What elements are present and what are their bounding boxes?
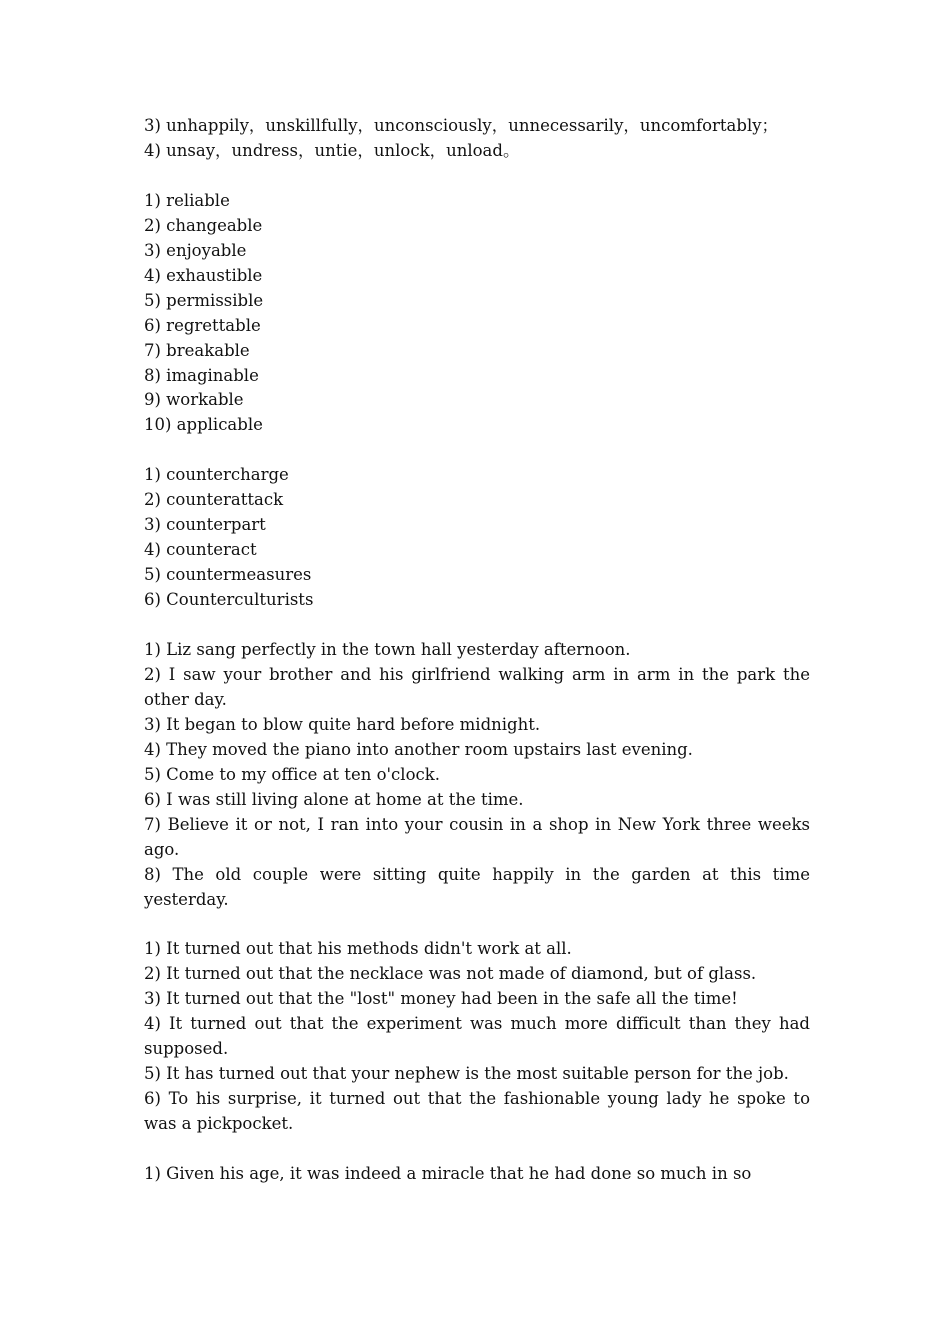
answer-line: 1) It turned out that his methods didn't work at all. [144,939,572,959]
answer-line: 4) It turned out that the experiment was much more difficult than they had supposed. [144,1014,816,1059]
answer-line: 1) reliable [144,190,230,210]
answer-line: 3) counterpart [144,515,266,535]
answer-line: 9) workable [144,390,244,410]
answer-line: 3) unhappily，unskillfully，unconsciously，unnecessarily，uncomfortably； [144,116,779,135]
answer-line: 3) enjoyable [144,240,247,260]
answer-group-prefix-counter [144,463,810,613]
answer-line: 6) regrettable [144,315,261,335]
answer-line: 4) exhaustible [144,265,263,285]
answer-group-given [144,1162,810,1187]
answer-line: 5) Come to my office at ten o'clock. [144,764,440,784]
answer-group-adverbial-order [144,638,816,912]
answer-line: 1) Given his age, it was indeed a miracle that he had done so much in so [144,1163,752,1183]
answer-line: 7) breakable [144,340,250,360]
answer-line: 4) counteract [144,540,257,560]
answer-line: 8) The old couple were sitting quite happily in the garden at this time yesterday. [144,864,816,909]
answer-line: 2) I saw your brother and his girlfriend walking arm in arm in the park the other day. [144,664,816,709]
answer-group-prefix-un [144,114,810,164]
answer-line: 6) To his surprise, it turned out that the fashionable young lady he spoke to was a pickpocket. [144,1089,816,1134]
answer-line: 1) countercharge [144,465,289,485]
answer-group-it-turned-out [144,937,816,1137]
answer-line: 4) unsay，undress，untie，unlock，unload。 [144,140,520,160]
answer-line: 8) imaginable [144,365,259,385]
answer-line: 5) It has turned out that your nephew is the most suitable person for the job. [144,1064,789,1084]
answer-line: 3) It turned out that the "lost" money had been in the safe all the time! [144,989,738,1009]
answer-line: 5) permissible [144,290,264,310]
answer-line: 6) I was still living alone at home at the time. [144,789,524,809]
answer-line: 4) They moved the piano into another room upstairs last evening. [144,739,693,759]
answer-line: 3) It began to blow quite hard before midnight. [144,714,541,734]
answer-line: 2) counterattack [144,490,284,510]
answer-line: 2) changeable [144,215,263,235]
answer-line: 1) Liz sang perfectly in the town hall yesterday afternoon. [144,639,631,659]
answer-line: 5) countermeasures [144,565,312,585]
answer-group-suffix-able [144,189,810,439]
answer-line: 2) It turned out that the necklace was not made of diamond, but of glass. [144,964,757,984]
answer-line: 6) Counterculturists [144,590,314,610]
answer-line: 7) Believe it or not, I ran into your cousin in a shop in New York three weeks ago. [144,814,816,859]
answer-line: 10) applicable [144,415,263,435]
document-page [144,114,816,1212]
